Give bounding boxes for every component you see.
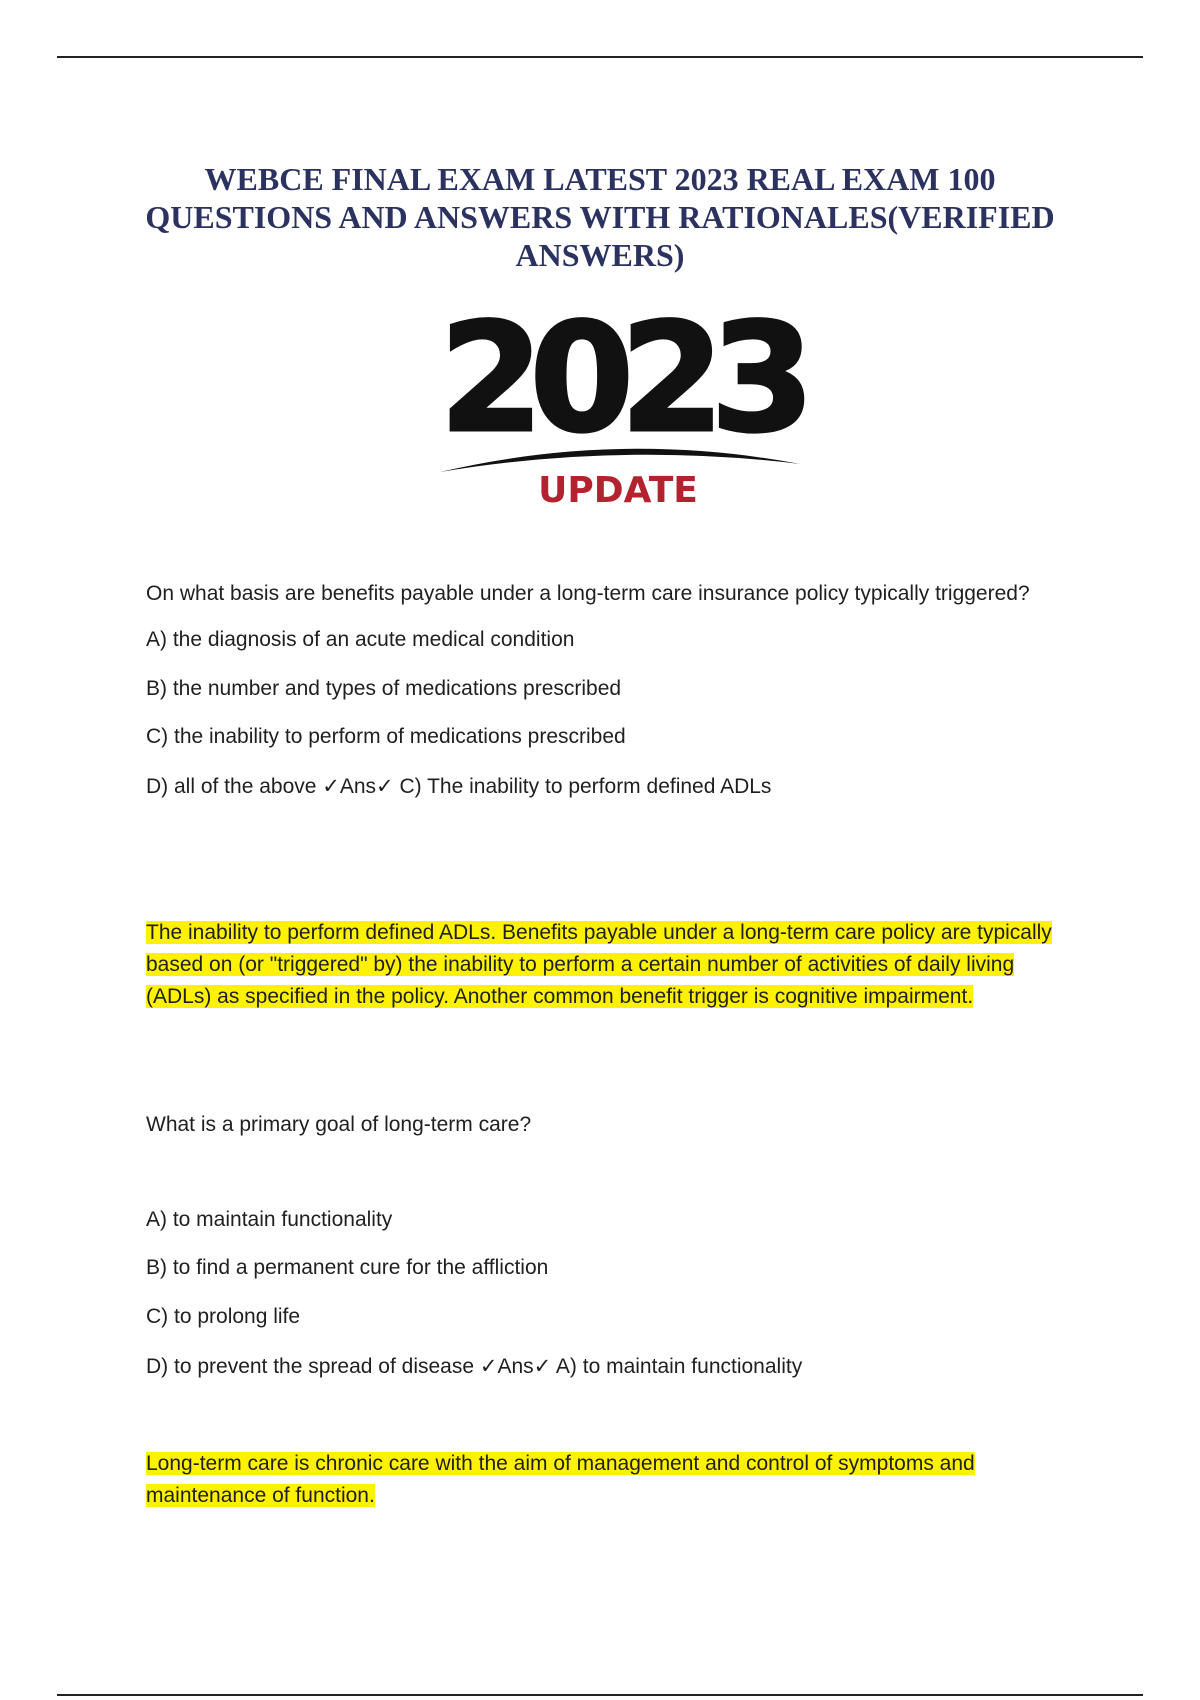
logo-caption: UPDATE — [538, 470, 698, 511]
question-1-option-b: B) the number and types of medications prescribed — [146, 677, 622, 700]
question-1-rationale-text: The inability to perform defined ADLs. Benefits payable under a long-term care policy are typically based on (or "triggered" by) the inability to perform a certain number of activities of daily living (ADLs) as specified in the policy. Another common benefit trigger is cognitive impairment. — [146, 921, 1052, 1008]
2023-update-logo — [430, 312, 810, 512]
question-1-option-c: C) the inability to perform of medications prescribed — [146, 725, 626, 748]
footer-rule — [57, 1694, 1143, 1696]
question-1-option-a: A) the diagnosis of an acute medical condition — [146, 628, 575, 651]
header-rule — [57, 56, 1143, 58]
question-1-text: On what basis are benefits payable under a long-term care insurance policy typically triggered? — [146, 582, 1030, 605]
question-2-option-c: C) to prolong life — [146, 1305, 301, 1328]
logo-year: 2023 — [439, 312, 801, 466]
question-2-option-d: D) to prevent the spread of disease ✓Ans✓ A) to maintain functionality — [146, 1355, 803, 1378]
question-1-rationale — [146, 917, 1076, 1013]
question-2-option-a: A) to maintain functionality — [146, 1208, 393, 1231]
question-2-option-b: B) to find a permanent cure for the affliction — [146, 1256, 549, 1279]
question-1-option-d: D) all of the above ✓Ans✓ C) The inability to perform defined ADLs — [146, 775, 772, 798]
question-2-rationale-text: Long-term care is chronic care with the aim of management and control of symptoms and maintenance of function. — [146, 1452, 975, 1507]
document-title: WEBCE FINAL EXAM LATEST 2023 REAL EXAM 100 QUESTIONS AND ANSWERS WITH RATIONALES(VERIFIED ANSWERS) — [145, 161, 1055, 273]
question-2-text: What is a primary goal of long-term care? — [146, 1113, 532, 1136]
question-2-rationale — [146, 1448, 1076, 1512]
